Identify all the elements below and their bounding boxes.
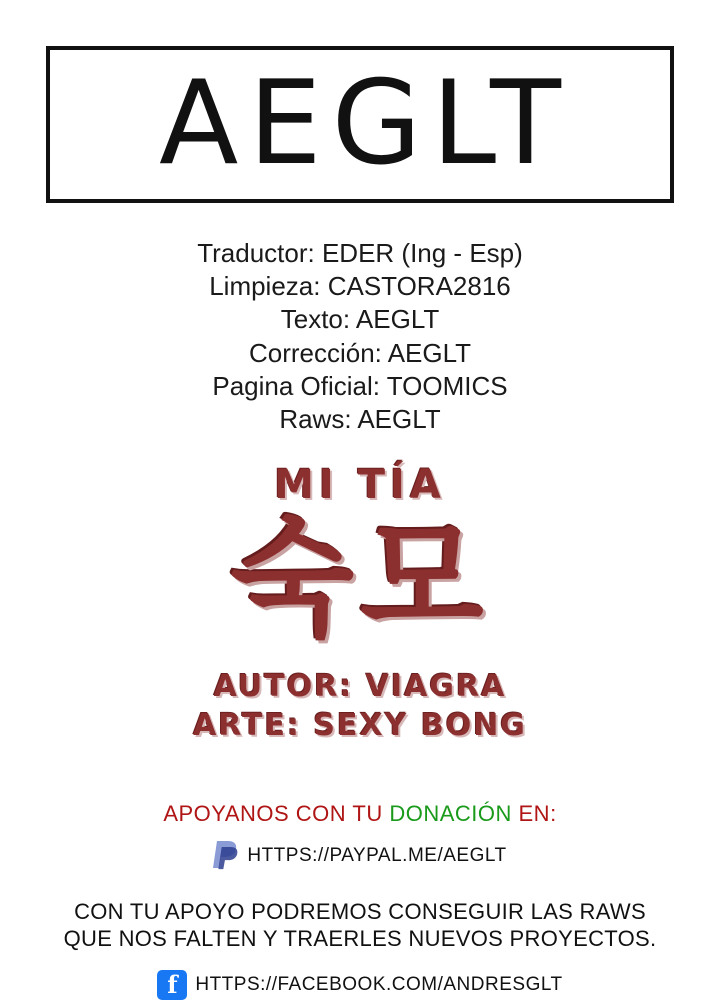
support-line-2: QUE NOS FALTEN Y TRAERLES NUEVOS PROYECTOS.	[63, 925, 657, 951]
support-line-1: CON TU APOYO PODREMOS CONSEGUIR LAS RAWS	[74, 899, 646, 925]
credit-line-proofreading: Corrección: AEGLT	[248, 337, 472, 368]
credit-line-translator: Traductor: EDER (Ing - Esp)	[197, 237, 523, 268]
facebook-glyph: f	[167, 970, 178, 999]
paypal-row[interactable]	[213, 839, 506, 873]
author-line: AUTOR: VIAGRA	[213, 669, 507, 705]
title-korean: 숙모	[230, 505, 490, 655]
credit-line-official-page: Pagina Oficial: TOOMICS	[212, 370, 508, 401]
support-text	[64, 899, 657, 952]
logo-box	[46, 46, 674, 203]
credits-list	[197, 237, 523, 437]
credit-line-raws: Raws: AEGLT	[279, 404, 441, 435]
byline	[0, 667, 720, 745]
facebook-url[interactable]: HTTPS://FACEBOOK.COM/ANDRESGLT	[195, 974, 563, 995]
donation-heading	[163, 801, 556, 827]
art-line: ARTE: SEXY BONG	[193, 708, 527, 744]
facebook-icon	[157, 970, 187, 1000]
credit-line-typesetting: Texto: AEGLT	[280, 304, 440, 335]
paypal-url[interactable]: HTTPS://PAYPAL.ME/AEGLT	[247, 845, 507, 867]
title-block	[0, 462, 720, 745]
title-spanish: MI TÍA	[274, 462, 446, 509]
logo-text: AEGLT	[158, 56, 572, 192]
donation-highlight: DONACIÓN	[389, 801, 512, 827]
donation-suffix: EN:	[511, 801, 557, 827]
credit-line-cleaning: Limpieza: CASTORA2816	[209, 271, 511, 302]
paypal-icon	[213, 839, 241, 873]
facebook-row[interactable]	[157, 970, 562, 1000]
donation-prefix: APOYANOS CON TU	[163, 801, 390, 827]
